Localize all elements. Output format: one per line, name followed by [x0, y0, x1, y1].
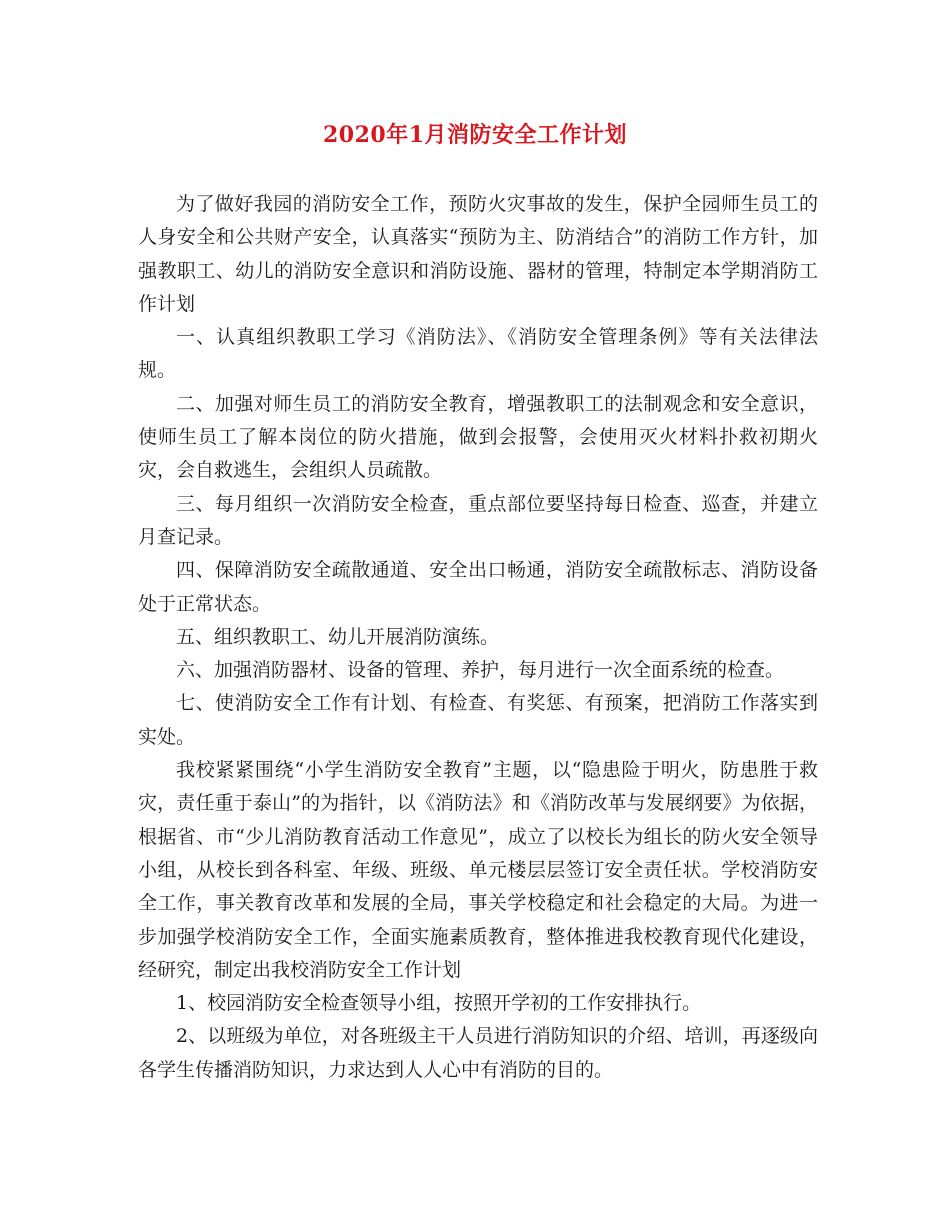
paragraph-school-intro: 我校紧紧围绕“小学生消防安全教育”主题，以“隐患险于明火，防患胜于救灾，责任重于泰山”的为指针，以《消防法》和《消防改革与发展纲要》为依据，根据省、市“少儿消防教育活动工作意见”，成立了以校长为组长的防火安全领导小组，从校长到各科室、年级、班级、单元楼层层签订安全责任状。学校消防安全工作，事关教育改革和发展的全局，事关学校稳定和社会稳定的大局。为进一步加强学校消防安全工作，全面实施素质教育，整体推进我校教育现代化建设，经研究，制定出我校消防安全工作计划: [138, 759, 818, 981]
paragraph-item-5: 五、组织教职工、幼儿开展消防演练。: [176, 625, 500, 648]
document-body: [138, 188, 818, 1087]
paragraph-item-2: 二、加强对师生员工的消防安全教育，增强教职工的法制观念和安全意识，使师生员工了解本岗位的防火措施，做到会报警，会使用灭火材料扑救初期火灾，会自救逃生，会组织人员疏散。: [138, 392, 818, 482]
paragraph-plan-1: 1、校园消防安全检查领导小组，按照开学初的工作安排执行。: [176, 992, 702, 1015]
paragraph-item-7: 七、使消防安全工作有计划、有检查、有奖惩、有预案，把消防工作落实到实处。: [138, 692, 818, 748]
paragraph-plan-2: 2、以班级为单位，对各班级主干人员进行消防知识的介绍、培训，再逐级向各学生传播消防知识，力求达到人人心中有消防的目的。: [138, 1025, 818, 1081]
paragraph-item-1: 一、认真组织教职工学习《消防法》、《消防安全管理条例》等有关法律法规。: [138, 326, 818, 382]
paragraph-item-4: 四、保障消防安全疏散通道、安全出口畅通，消防安全疏散标志、消防设备处于正常状态。: [138, 559, 818, 615]
document-title: 2020年1月消防安全工作计划: [322, 122, 628, 148]
paragraph-item-3: 三、每月组织一次消防安全检查，重点部位要坚持每日检查、巡查，并建立月查记录。: [138, 492, 818, 548]
paragraph-intro: 为了做好我园的消防安全工作，预防火灾事故的发生，保护全园师生员工的人身安全和公共财产安全，认真落实“预防为主、防消结合”的消防工作方针，加强教职工、幼儿的消防安全意识和消防设施、器材的管理，特制定本学期消防工作计划: [138, 193, 818, 315]
paragraph-item-6: 六、加强消防器材、设备的管理、养护，每月进行一次全面系统的检查。: [176, 659, 785, 682]
